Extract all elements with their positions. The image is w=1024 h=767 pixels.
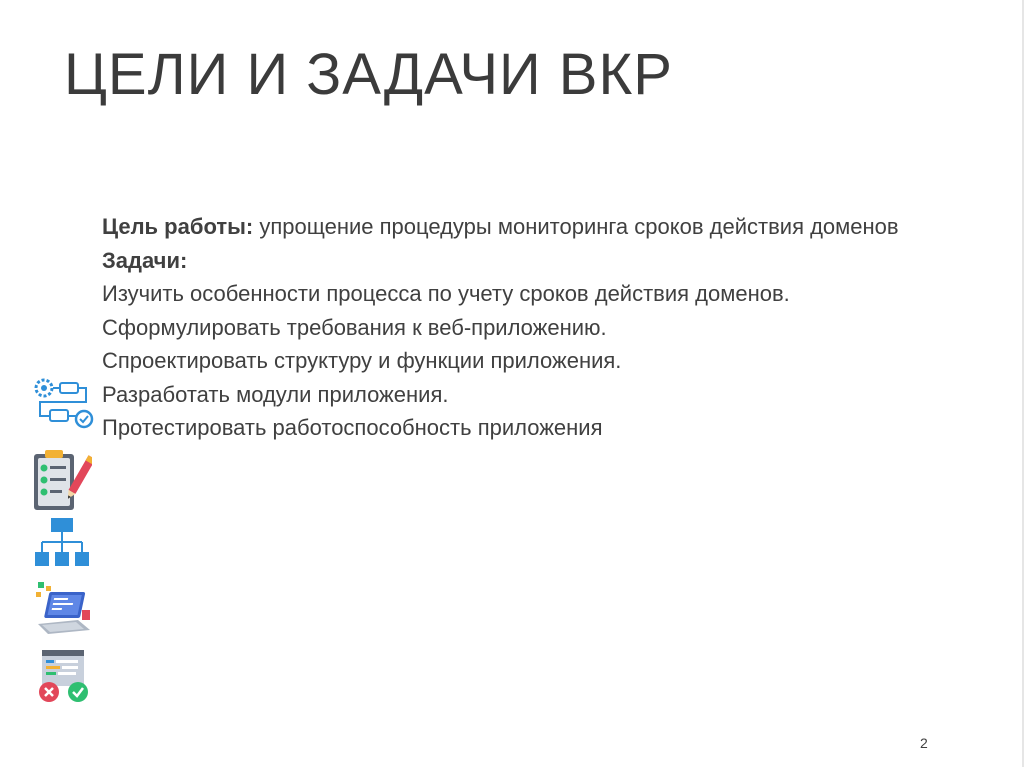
hierarchy-structure-icon <box>34 516 90 570</box>
goal-paragraph <box>102 212 922 242</box>
slide-title: ЦЕЛИ И ЗАДАЧИ ВКР <box>64 42 673 107</box>
task-item: Изучить особенности процесса по учету сроков действия доменов. <box>102 281 790 306</box>
goal-label: Цель работы: <box>102 214 254 239</box>
task-icons-column <box>28 372 98 712</box>
testing-results-icon <box>36 648 92 704</box>
checklist-clipboard-icon <box>32 448 92 512</box>
tasks-label-paragraph <box>102 246 922 276</box>
task-item: Протестировать работоспособность приложения <box>102 415 603 440</box>
task-item: Разработать модули приложения. <box>102 381 449 407</box>
workflow-gears-icon <box>30 376 94 434</box>
laptop-development-icon <box>34 580 92 636</box>
slide-content <box>102 212 922 443</box>
task-item: Спроектировать структуру и функции приложения. <box>102 348 622 373</box>
tasks-label: Задачи: <box>102 247 188 273</box>
goal-text: упрощение процедуры мониторинга сроков действия доменов <box>253 214 899 239</box>
page-number: 2 <box>920 735 928 751</box>
task-item: Сформулировать требования к веб-приложению. <box>102 314 607 340</box>
